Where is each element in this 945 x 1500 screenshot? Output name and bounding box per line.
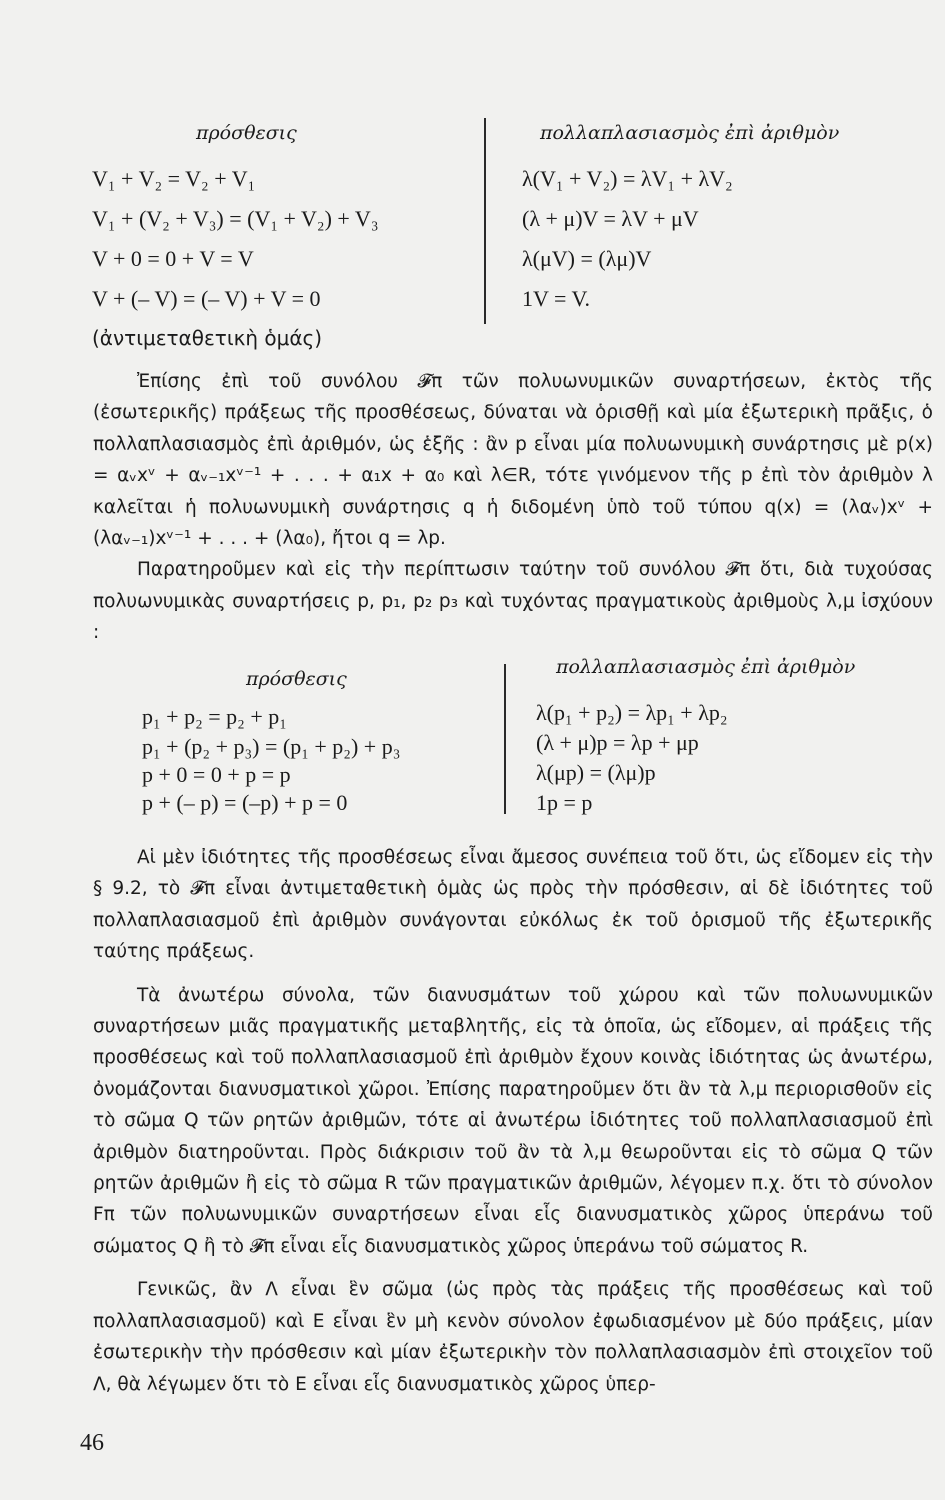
paragraph: Αἱ μὲν ἰδιότητες τῆς προσθέσεως εἶναι ἄμεσος συνέπεια τοῦ ὅτι, ὡς εἴδομεν εἰς τὴν § 9.2, τὸ 𝓕π εἶναι ἀντιμεταθετικὴ ὁμὰς ὡς πρὸς τὴν πρόσθεσιν, αἱ δὲ ἰδιότητες τοῦ πολλαπλασιασμοῦ ἐπὶ ἀριθμὸν συνάγονται εὐκόλως ἐκ τοῦ ὁρισμοῦ τῆς ἐξωτερικῆς ταύτης πράξεως.	[93, 847, 933, 963]
addition-row: V₁ + (V₂ + V₃) = (V₁ + V₂) + V₃	[92, 206, 379, 231]
multiplication-row: (λ + μ)p = λp + μp	[536, 730, 699, 755]
multiplication-row: λ(μV) = (λμ)V	[522, 246, 652, 271]
page-number: 46	[80, 1430, 104, 1456]
paragraph: Ἐπίσης ἐπὶ τοῦ συνόλου 𝓕π τῶν πολυωνυμικῶν συναρτήσεων, ἐκτὸς τῆς (ἐσωτερικῆς) πράξεως τῆς προσθέσεως, δύναται νὰ ὁρισθῇ καὶ μία ἐξωτερικὴ πρᾶξις, ὁ πολλαπλασιασμὸς ἐπὶ ἀριθμόν, ὡς ἑξῆς : ἂν p εἶναι μία πολυωνυμικὴ συνάρτησις μὲ p(x) = αᵥxᵛ + αᵥ₋₁xᵛ⁻¹ + . . . + α₁x + α₀ καὶ λ∈R, τότε γινόμενον τῆς p ἐπὶ τὸν ἀριθμὸν λ καλεῖται ἡ πολυωνυμικὴ συνάρτησις q ἡ διδομένη ὑπὸ τοῦ τύπου q(x) = (λαᵥ)xᵛ + (λαᵥ₋₁)xᵛ⁻¹ + . . . + (λα₀), ἤτοι q = λp.	[93, 371, 933, 550]
multiplication-row: 1p = p	[536, 790, 593, 815]
addition-row: p + (– p) = (–p) + p = 0	[142, 790, 348, 815]
addition-row: V₁ + V₂ = V₂ + V₁	[92, 166, 256, 191]
addition-row: V + 0 = 0 + V = V	[92, 246, 254, 271]
addition-heading: πρόσθεσις	[246, 668, 347, 690]
scalar-multiplication-heading: πολλαπλασιασμὸς ἐπὶ ἀριθμὸν	[556, 656, 856, 678]
multiplication-row: 1V = V.	[522, 286, 591, 311]
multiplication-row: (λ + μ)V = λV + μV	[522, 206, 699, 231]
commutative-group-note: (ἀντιμεταθετικὴ ὁμάς)	[92, 326, 323, 350]
body-text-block-2	[93, 842, 933, 1400]
addition-heading: πρόσθεσις	[196, 122, 297, 144]
column-divider	[504, 664, 506, 814]
addition-row: V + (– V) = (– V) + V = 0	[92, 286, 321, 311]
paragraph: Παρατηροῦμεν καὶ εἰς τὴν περίπτωσιν ταύτην τοῦ συνόλου 𝓕π ὅτι, διὰ τυχούσας πολυωνυμικὰς συναρτήσεις p, p₁, p₂ p₃ καὶ τυχόντας πραγματικοὺς ἀριθμοὺς λ,μ ἰσχύουν :	[93, 559, 933, 644]
scalar-multiplication-heading: πολλαπλασιασμὸς ἐπὶ ἀριθμὸν	[540, 122, 840, 144]
addition-row: p₁ + (p₂ + p₃) = (p₁ + p₂) + p₃	[142, 734, 401, 759]
column-divider	[484, 118, 486, 324]
multiplication-row: λ(p₁ + p₂) = λp₁ + λp₂	[536, 700, 728, 725]
paragraph: Τὰ ἀνωτέρω σύνολα, τῶν διανυσμάτων τοῦ χώρου καὶ τῶν πολυωνυμικῶν συναρτήσεων μιᾶς πραγματικῆς μεταβλητῆς, εἰς τὰ ὁποῖα, ὡς εἴδομεν, αἱ πράξεις τῆς προσθέσεως καὶ τοῦ πολλαπλασιασμοῦ ἐπὶ ἀριθμὸν ἔχουν κοινὰς ἰδιότητας ὡς ἀνωτέρω, ὀνομάζονται διανυσματικοὶ χῶροι. Ἐπίσης παρατηροῦμεν ὅτι ἂν τὰ λ,μ περιορισθοῦν εἰς τὸ σῶμα Q τῶν ρητῶν ἀριθμῶν, τότε αἱ ἀνωτέρω ἰδιότητες τοῦ πολλαπλασιασμοῦ ἐπὶ ἀριθμὸν διατηροῦνται. Πρὸς διάκρισιν τοῦ ἂν τὰ λ,μ θεωροῦνται εἰς τὸ σῶμα Q τῶν ρητῶν ἀριθμῶν ἢ εἰς τὸ σῶμα R τῶν πραγματικῶν ἀριθμῶν, λέγομεν π.χ. ὅτι τὸ σύνολον Fπ τῶν πολυωνυμικῶν συναρτήσεων εἶναι εἷς διανυσματικὸς χῶρος ὑπεράνω τοῦ σώματος Q ἢ τὸ 𝓕π εἶναι εἷς διανυσματικὸς χῶρος ὑπεράνω τοῦ σώματος R.	[93, 984, 933, 1257]
multiplication-row: λ(V₁ + V₂) = λV₁ + λV₂	[522, 166, 733, 191]
addition-row: p + 0 = 0 + p = p	[142, 762, 291, 787]
multiplication-row: λ(μp) = (λμ)p	[536, 760, 656, 785]
addition-row: p₁ + p₂ = p₂ + p₁	[142, 704, 287, 729]
paragraph: Γενικῶς, ἂν Λ εἶναι ἓν σῶμα (ὡς πρὸς τὰς πράξεις τῆς προσθέσεως καὶ τοῦ πολλαπλασιασμοῦ) καὶ E εἶναι ἓν μὴ κενὸν σύνολον ἐφωδιασμένον μὲ δύο πράξεις, μίαν ἐσωτερικὴν τὴν πρόσθεσιν καὶ μίαν ἐξωτερικὴν τὸν πολλαπλασιασμὸν ἐπὶ στοιχεῖον τοῦ Λ, θὰ λέγωμεν ὅτι τὸ E εἶναι εἷς διανυσματικὸς χῶρος ὑπερ-	[93, 1279, 933, 1395]
body-text-block-1	[93, 366, 933, 649]
